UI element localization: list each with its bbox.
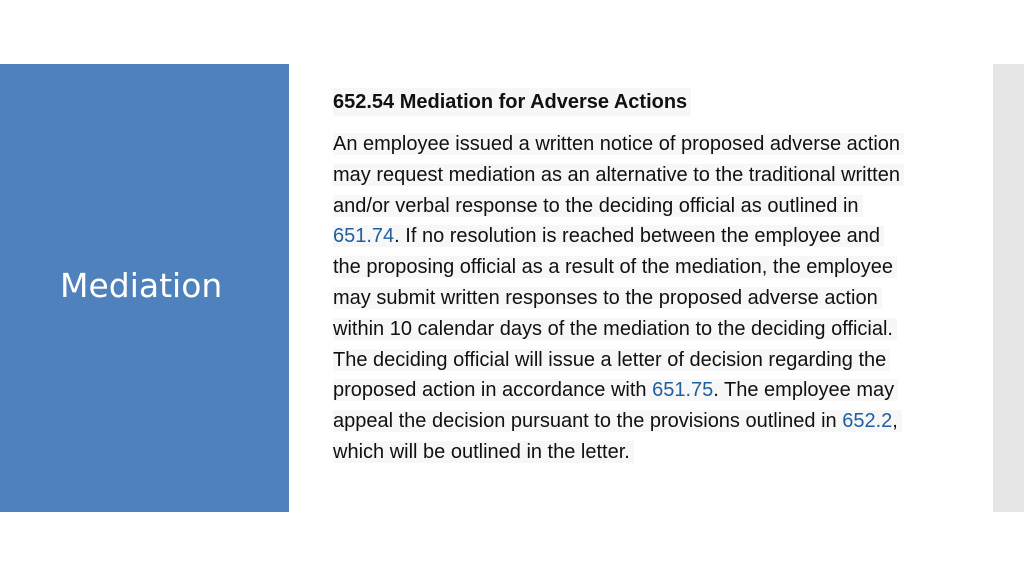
slide-title: Mediation: [60, 266, 223, 305]
body-line: [333, 129, 983, 160]
body-text: may submit written responses to the proposed adverse action: [333, 286, 878, 309]
body-text: proposed action in accordance with: [333, 379, 653, 402]
body-text: may request mediation as an alternative to the traditional written: [333, 163, 900, 186]
body-line: [333, 221, 983, 252]
body-text: An employee issued a written notice of proposed adverse action: [333, 133, 901, 155]
body-line: [333, 160, 983, 191]
body-line: [333, 314, 983, 345]
link-651-74[interactable]: 651.74: [333, 225, 395, 248]
body-line: [333, 283, 983, 314]
link-652-2[interactable]: 652.2: [842, 410, 893, 433]
body-text: within 10 calendar days of the mediation to the deciding official.: [333, 317, 893, 340]
section-body: [333, 129, 983, 468]
body-line: [333, 191, 983, 222]
body-text: ,: [892, 410, 898, 433]
body-text: the proposing official as a result of the mediation, the employee: [333, 256, 893, 279]
body-line: [333, 375, 983, 406]
link-651-75[interactable]: 651.75: [652, 379, 714, 402]
body-text: and/or verbal response to the deciding official as outlined in: [333, 194, 859, 217]
side-strip: [993, 64, 1024, 512]
body-text: which will be outlined in the letter.: [333, 440, 630, 463]
body-text: appeal the decision pursuant to the provisions outlined in: [333, 410, 843, 433]
body-line: [333, 252, 983, 283]
body-line: [333, 437, 983, 468]
body-line: [333, 406, 983, 437]
body-text: . The employee may: [713, 379, 895, 402]
content-area: [333, 88, 983, 468]
body-text: . If no resolution is reached between the employee and: [394, 225, 881, 248]
body-line: [333, 345, 983, 376]
section-heading: 652.54 Mediation for Adverse Actions: [333, 88, 691, 116]
body-text: The deciding official will issue a letter of decision regarding the: [333, 348, 887, 371]
